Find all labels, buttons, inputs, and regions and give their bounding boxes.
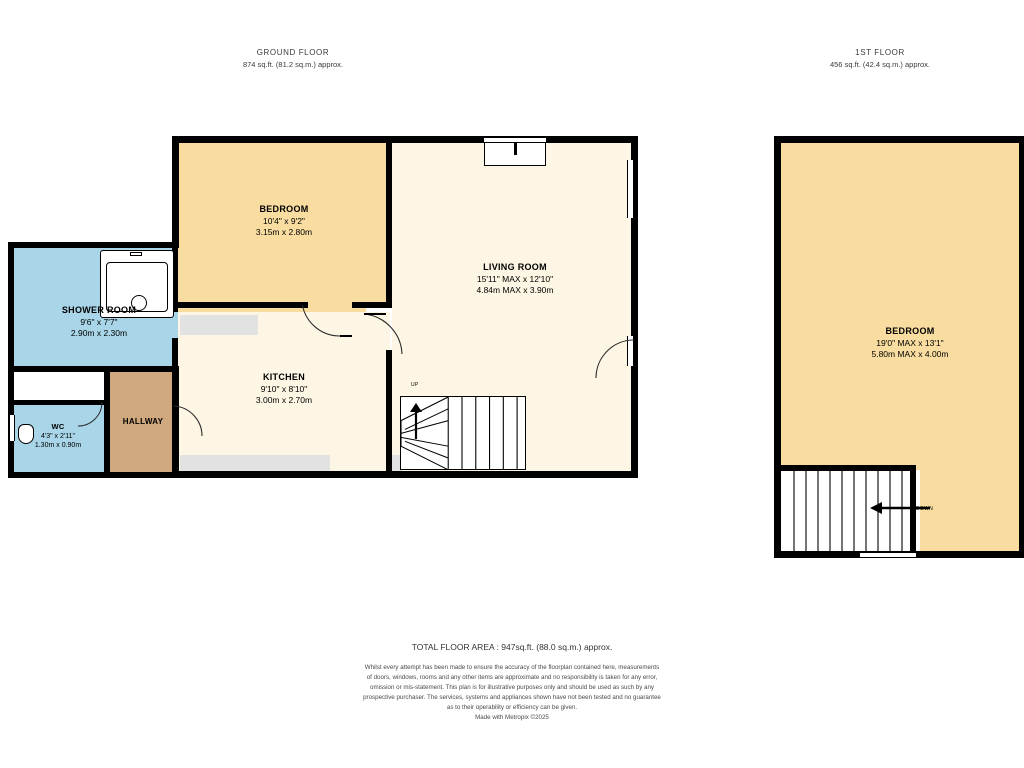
room-dim-metric: 1.30m x 0.90m — [34, 442, 82, 450]
door-arc-bedroom — [300, 300, 356, 338]
disclaimer-line: Whilst every attempt has been made to ensure the accuracy of the floorplan contained here, measurements — [364, 664, 660, 671]
stair-up-arrow — [407, 403, 425, 441]
footer — [0, 642, 1024, 723]
room-dim-imperial: 15'11" MAX x 12'10" — [476, 273, 554, 284]
room-fill-bedroom-first-lower — [920, 470, 1020, 554]
door-arc-living-right — [594, 338, 638, 382]
door-arc-kitchen — [360, 312, 406, 360]
room-name: BEDROOM — [885, 326, 935, 336]
room-dim-metric: 4.84m MAX x 3.90m — [476, 285, 554, 296]
room-name: SHOWER ROOM — [61, 305, 137, 315]
room-name: WC — [51, 422, 65, 431]
ground-floor-area: 874 sq.ft. (81.2 sq.m.) approx. — [242, 60, 344, 69]
room-dim-imperial: 9'10" x 8'10" — [260, 383, 308, 394]
room-name: KITCHEN — [262, 372, 306, 382]
room-dim-imperial: 10'4" x 9'2" — [263, 215, 305, 226]
window-first-bottom — [860, 552, 916, 558]
wall-extension-top — [8, 242, 178, 248]
first-floor-title: 1ST FLOOR — [855, 48, 905, 57]
room-label-wc — [10, 422, 106, 450]
room-label-shower-room — [20, 305, 178, 339]
disclaimer-line: prospective purchaser. The services, systems and appliances shown have not been tested and no guarantee — [363, 694, 661, 702]
wall-bedroom-bottom — [178, 302, 308, 308]
disclaimer-line: as to their operability or efficiency can be given. — [446, 704, 578, 712]
room-dim-imperial: 9'6" x 7'7" — [80, 316, 118, 327]
disclaimer-line: of doors, windows, rooms and any other items are approximate and no responsibility is taken for any error, — [366, 674, 658, 682]
wall-kitchen-living-divider — [386, 350, 392, 476]
wall-extension-bottom — [8, 472, 178, 478]
room-fill-bedroom-first — [780, 142, 1020, 472]
wall-ground-left-upper — [172, 136, 179, 248]
wall-first-right — [1019, 136, 1024, 558]
stair-down-label: DOWN — [916, 506, 934, 512]
room-dim-metric: 2.90m x 2.30m — [70, 328, 128, 339]
threshold-kitchen-top — [180, 315, 258, 335]
wall-shower-bottom — [12, 366, 178, 372]
room-name: LIVING ROOM — [483, 262, 547, 272]
wall-first-top — [774, 136, 1024, 143]
credit-line: Made with Metropix ©2025 — [475, 714, 549, 722]
shower-head-icon — [130, 252, 142, 256]
wall-first-left — [774, 136, 781, 558]
room-name: HALLWAY — [122, 417, 164, 426]
first-floor-area: 456 sq.ft. (42.4 sq.m.) approx. — [829, 60, 931, 69]
room-label-hallway — [105, 417, 181, 428]
window-living-right — [627, 160, 634, 218]
stair-up-label: UP — [411, 382, 419, 388]
window-bay-divider — [514, 143, 517, 155]
total-floor-area: TOTAL FLOOR AREA : 947sq.ft. (88.0 sq.m.) approx. — [411, 642, 613, 652]
ground-floor-title: GROUND FLOOR — [256, 48, 330, 57]
wall-ground-top — [172, 136, 638, 143]
first-floor-plan — [760, 0, 1024, 600]
ground-floor-plan — [0, 0, 660, 520]
staircase-first — [784, 471, 912, 551]
threshold-kitchen-bottom — [180, 455, 330, 472]
room-name: BEDROOM — [259, 204, 309, 214]
staircase-ground — [400, 396, 526, 470]
room-dim-imperial: 4'3" x 2'11" — [41, 432, 75, 440]
disclaimer — [0, 663, 1024, 723]
room-dim-metric: 5.80m MAX x 4.00m — [871, 349, 949, 360]
room-dim-imperial: 19'0" MAX x 13'1" — [876, 337, 944, 348]
wall-bedroom-bottom-right — [352, 302, 392, 308]
wall-ground-bottom — [172, 471, 638, 478]
wall-hallway-right — [172, 372, 178, 408]
room-label-kitchen — [202, 372, 366, 406]
room-dim-metric: 3.15m x 2.80m — [255, 227, 313, 238]
room-label-bedroom-ground — [202, 204, 366, 238]
disclaimer-line: omission or mis-statement. This plan is for illustrative purposes only and should be used as such by any — [370, 684, 654, 692]
room-label-bedroom-first — [820, 326, 1000, 360]
room-dim-metric: 3.00m x 2.70m — [255, 395, 313, 406]
room-label-living-room — [428, 262, 602, 296]
wall-bedroom-living-divider — [386, 140, 392, 308]
